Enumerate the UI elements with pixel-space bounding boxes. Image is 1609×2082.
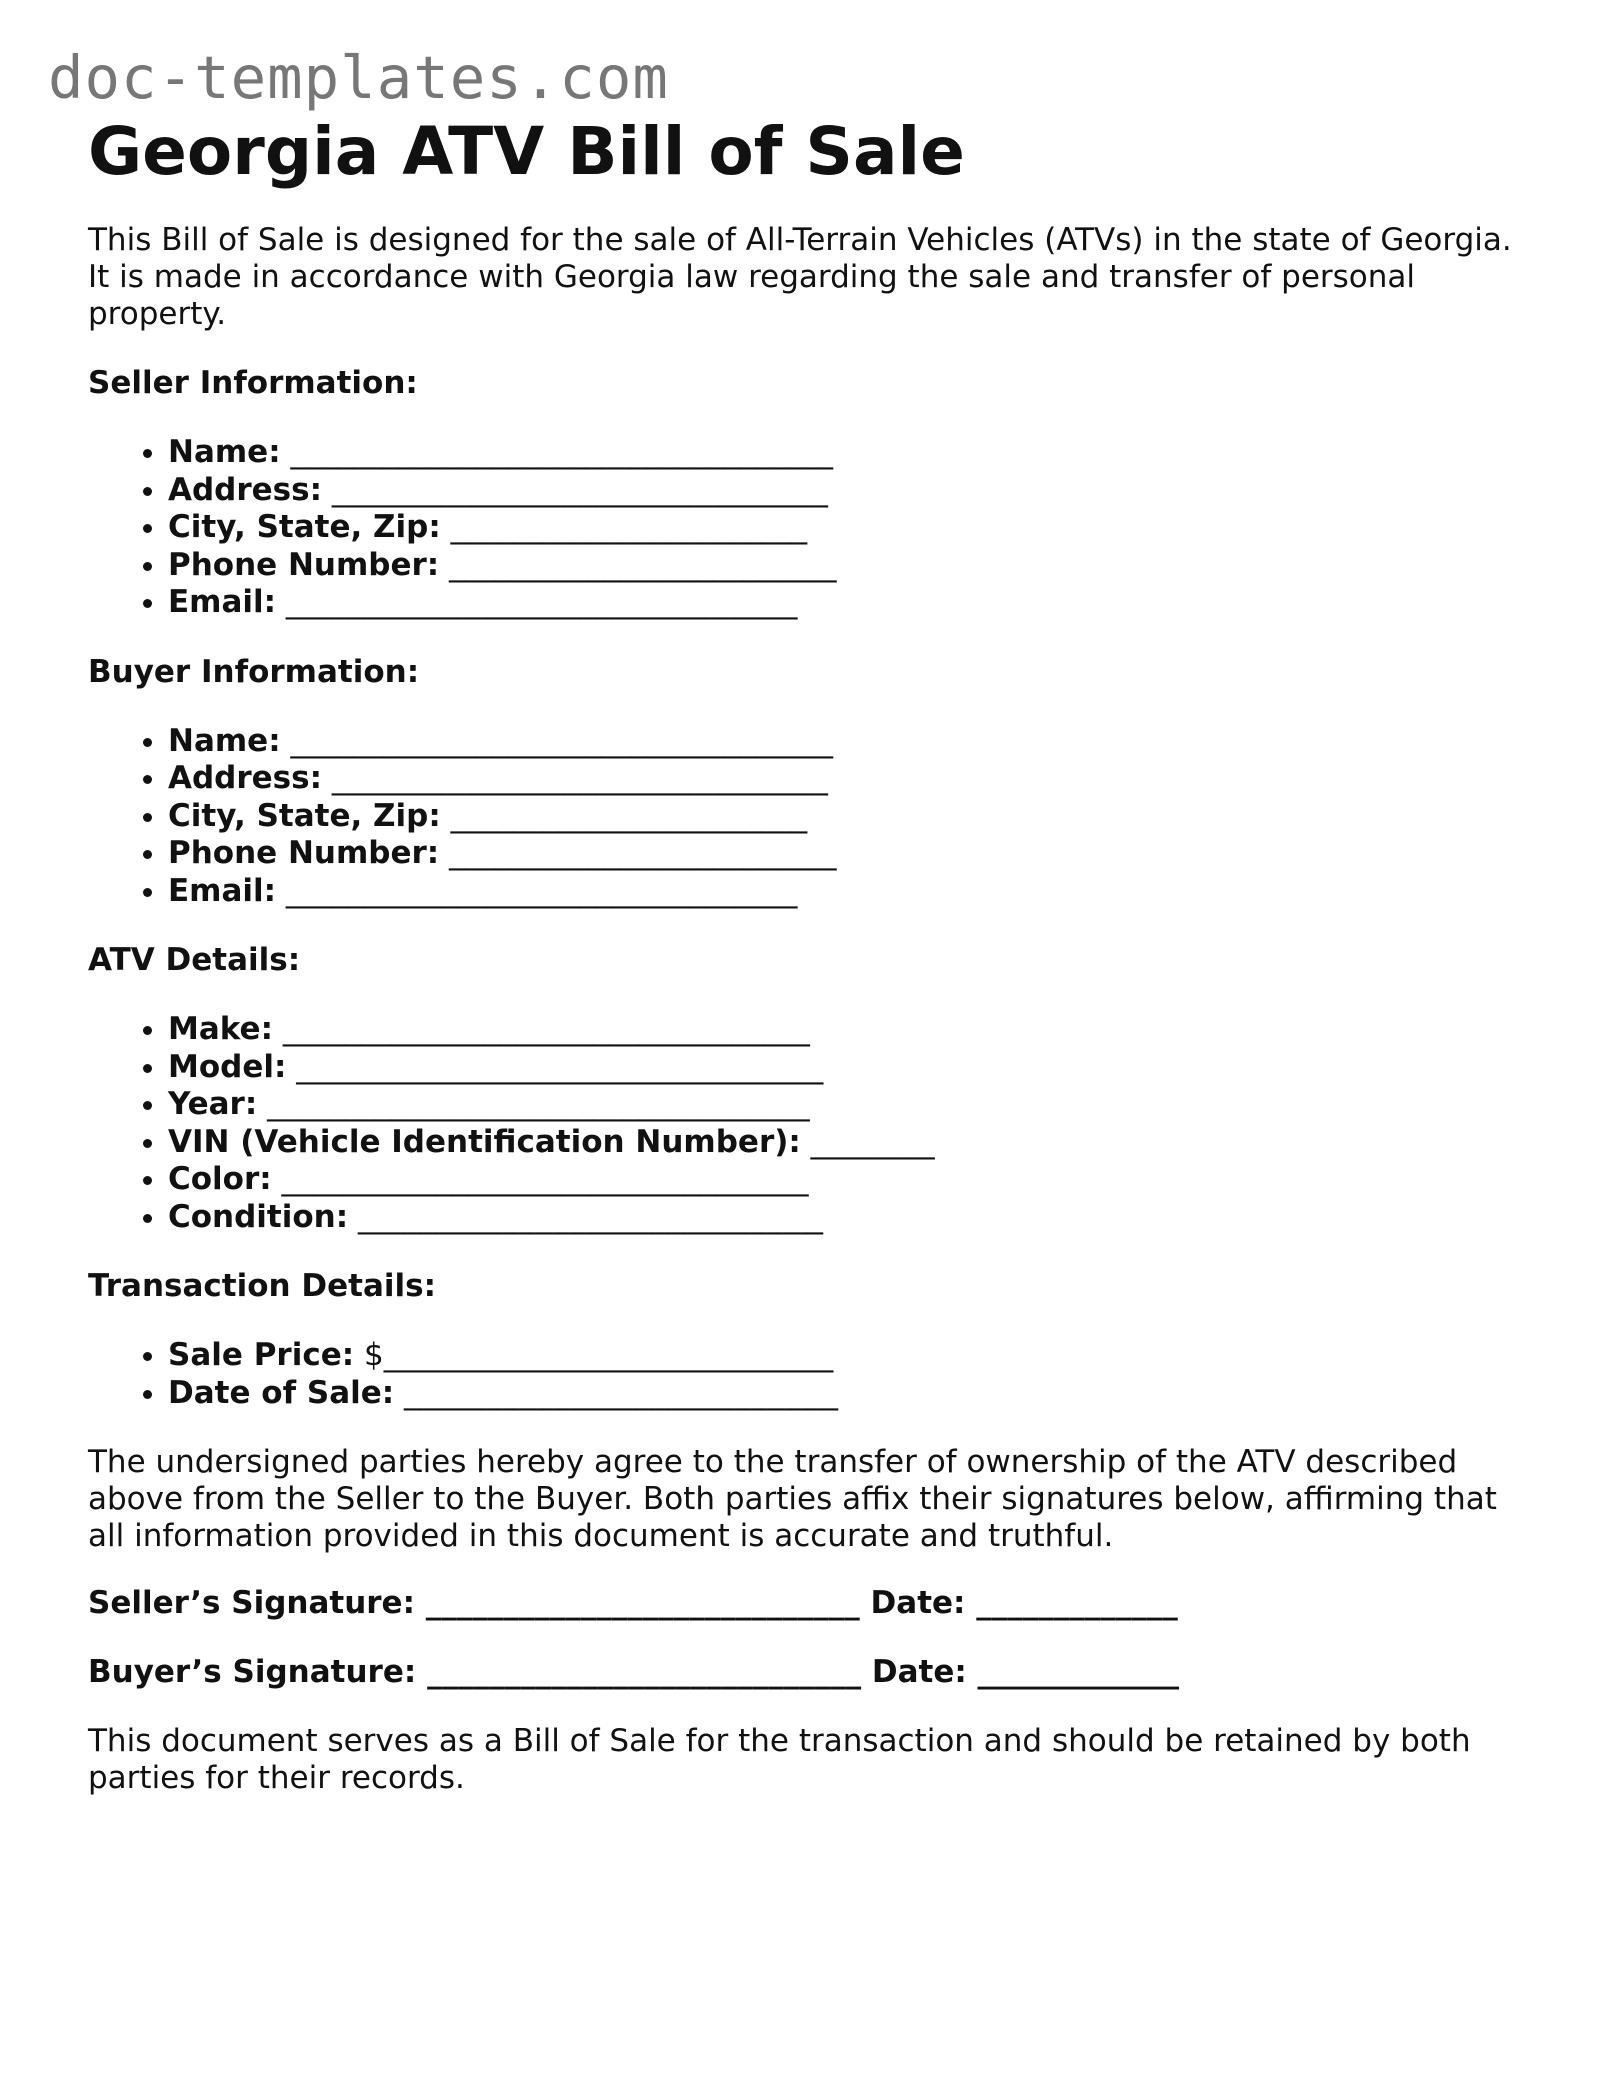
field-label: Condition:	[168, 1198, 349, 1235]
seller-signature-line[interactable]: Seller’s Signature: ____________________________ Date: _____________	[88, 1585, 1178, 1621]
buyer-city-state-zip-field[interactable]	[168, 798, 1528, 836]
field-blank[interactable]: ______________________________	[348, 1198, 824, 1235]
atv-condition-field[interactable]	[168, 1199, 1528, 1237]
field-blank[interactable]: __________________________________	[271, 1161, 809, 1197]
sale-price-field[interactable]	[168, 1337, 1528, 1375]
buyer-name-field[interactable]	[168, 723, 1528, 761]
field-blank[interactable]: __________________________________	[272, 1011, 810, 1047]
field-blank[interactable]: ___________________________________	[257, 1086, 810, 1122]
field-label: Make:	[168, 1011, 273, 1047]
field-blank[interactable]: __________________________________	[286, 1048, 824, 1085]
field-label: VIN (Vehicle Identification Number):	[168, 1123, 801, 1160]
field-label: Email:	[168, 872, 277, 909]
field-label: Sale Price:	[168, 1337, 355, 1373]
field-blank[interactable]: _________________________	[439, 835, 837, 871]
field-label: Color:	[168, 1161, 272, 1197]
field-label: Address:	[168, 471, 322, 508]
atv-fields	[88, 1011, 1528, 1236]
field-blank[interactable]: _________________________________	[276, 584, 798, 620]
buyer-signature-line[interactable]: Buyer’s Signature: ____________________________ Date: _____________	[88, 1654, 1180, 1690]
agreement-paragraph: The undersigned parties hereby agree to the transfer of ownership of the ATV described above from the Seller to the Buyer. Both parties affix their signatures below, affirming that all information provided in this document is accurate and truthful.	[88, 1444, 1497, 1554]
field-blank[interactable]: ____________________________	[394, 1374, 839, 1411]
seller-heading: Seller Information:	[88, 365, 418, 401]
field-blank[interactable]: ________	[800, 1123, 935, 1160]
atv-model-field[interactable]	[168, 1049, 1528, 1087]
atv-color-field[interactable]	[168, 1161, 1528, 1199]
field-label: Date of Sale:	[168, 1374, 395, 1411]
field-blank[interactable]: ________________________________	[322, 471, 828, 508]
field-label: Phone Number:	[168, 546, 440, 583]
seller-phone-field[interactable]	[168, 547, 1528, 585]
field-label: City, State, Zip:	[168, 797, 441, 834]
intro-paragraph: This Bill of Sale is designed for the sale of All-Terrain Vehicles (ATVs) in the state of Georgia. It is made in accordance with Georgia law regarding the sale and transfer of personal property.	[88, 222, 1512, 332]
atv-year-field[interactable]	[168, 1086, 1528, 1124]
field-label: Address:	[168, 760, 322, 796]
closing-paragraph: This document serves as a Bill of Sale for the transaction and should be retained by both parties for their records.	[88, 1723, 1471, 1796]
date-of-sale-field[interactable]	[168, 1375, 1528, 1413]
buyer-email-field[interactable]	[168, 873, 1528, 911]
seller-name-field[interactable]	[168, 434, 1528, 472]
field-label: Name:	[168, 722, 281, 759]
field-label: Year:	[168, 1086, 258, 1122]
transaction-fields	[88, 1337, 1528, 1412]
buyer-heading: Buyer Information:	[88, 653, 420, 690]
atv-heading: ATV Details:	[88, 942, 301, 978]
atv-vin-field[interactable]	[168, 1124, 1528, 1162]
field-blank[interactable]: $_____________________________	[354, 1337, 834, 1373]
field-label: Model:	[168, 1048, 287, 1085]
page-title: Georgia ATV Bill of Sale	[88, 113, 965, 190]
buyer-address-field[interactable]	[168, 760, 1528, 798]
document	[88, 112, 1528, 1797]
seller-fields	[88, 434, 1528, 622]
field-blank[interactable]: ___________________________________	[280, 434, 833, 470]
transaction-heading: Transaction Details:	[88, 1268, 436, 1304]
field-blank[interactable]: _______________________	[440, 797, 808, 834]
field-blank[interactable]: ___________________________________	[280, 722, 833, 759]
buyer-fields	[88, 723, 1528, 911]
field-label: Phone Number:	[168, 835, 440, 871]
watermark: doc-templates.com	[48, 43, 669, 112]
seller-address-field[interactable]	[168, 472, 1528, 510]
field-blank[interactable]: ________________________________	[322, 760, 828, 796]
field-blank[interactable]: _________________________________	[276, 872, 798, 909]
buyer-phone-field[interactable]	[168, 835, 1528, 873]
field-blank[interactable]: _______________________	[440, 509, 808, 545]
field-label: Email:	[168, 584, 277, 620]
field-label: Name:	[168, 434, 281, 470]
seller-email-field[interactable]	[168, 584, 1528, 622]
field-blank[interactable]: _________________________	[439, 546, 837, 583]
seller-city-state-zip-field[interactable]	[168, 509, 1528, 547]
field-label: City, State, Zip:	[168, 509, 441, 545]
atv-make-field[interactable]	[168, 1011, 1528, 1049]
